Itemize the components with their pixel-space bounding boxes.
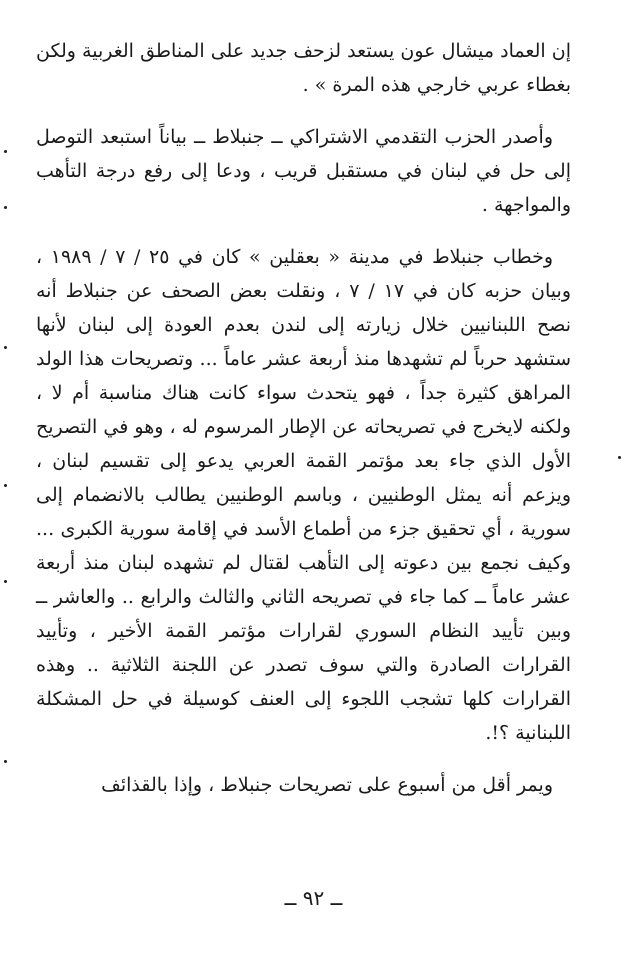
margin-dot — [4, 760, 7, 763]
margin-dot — [4, 150, 7, 153]
page-body — [36, 34, 571, 802]
margin-dot — [4, 580, 7, 583]
margin-dot — [4, 484, 7, 487]
paragraph-2: وأصدر الحزب التقدمي الاشتراكي ــ جنبلاط ــ بياناً استبعد التوصل إلى حل في لبنان في مستقبل قريب ، ودعا إلى رفع درجة التأهب والمواجهة . — [36, 126, 571, 216]
margin-dot — [4, 346, 7, 349]
paragraph-3: وخطاب جنبلاط في مدينة « بعقلين » كان في ٢٥ / ٧ / ١٩٨٩ ، وبيان حزبه كان في ١٧ / ٧ ، ونقلت بعض الصحف عن جنبلاط أنه نصح اللبنانيين خلال زيارته إلى لندن بعدم العودة إلى لبنان لأنها ستشهد حرباً لم تشهدها منذ أربعة عشر عاماً ... وتصريحات هذا الولد المراهق كثيرة جداً ، فهو يتحدث سواء كانت هناك مناسبة أم لا ، ولكنه لايخرج في تصريحاته عن الإطار المرسوم له ، وهو في التصريح الأول الذي جاء بعد مؤتمر القمة العربي يدعو إلى تقسيم لبنان ، ويزعم أنه يمثل الوطنيين ، وباسم الوطنيين يطالب بالانضمام إلى سورية ، أي تحقيق جزء من أطماع الأسد في إقامة سورية الكبرى ... وكيف نجمع بين دعوته إلى التأهب لقتال لم تشهده لبنان منذ أربعة عشر عاماً ــ كما جاء في تصريحه الثاني والثالث والرابع .. والعاشر ــ وبين تأييد النظام السوري لقرارات مؤتمر القمة الأخير ، وتأييد القرارات الصادرة والتي سوف تصدر عن اللجنة الثلاثية .. وهذه القرارات كلها تشجب اللجوء إلى العنف كوسيلة في حل المشكلة اللبنانية ؟!. — [36, 246, 571, 744]
margin-dot — [4, 206, 7, 209]
page-number: ــ ٩٢ ــ — [284, 886, 343, 910]
paragraph-4: ويمر أقل من أسبوع على تصريحات جنبلاط ، وإذا بالقذائف — [101, 774, 553, 796]
paragraph-1: إن العماد ميشال عون يستعد لزحف جديد على المناطق الغربية ولكن بغطاء عربي خارجي هذه المرة » . — [36, 40, 571, 96]
margin-dot — [618, 456, 621, 459]
